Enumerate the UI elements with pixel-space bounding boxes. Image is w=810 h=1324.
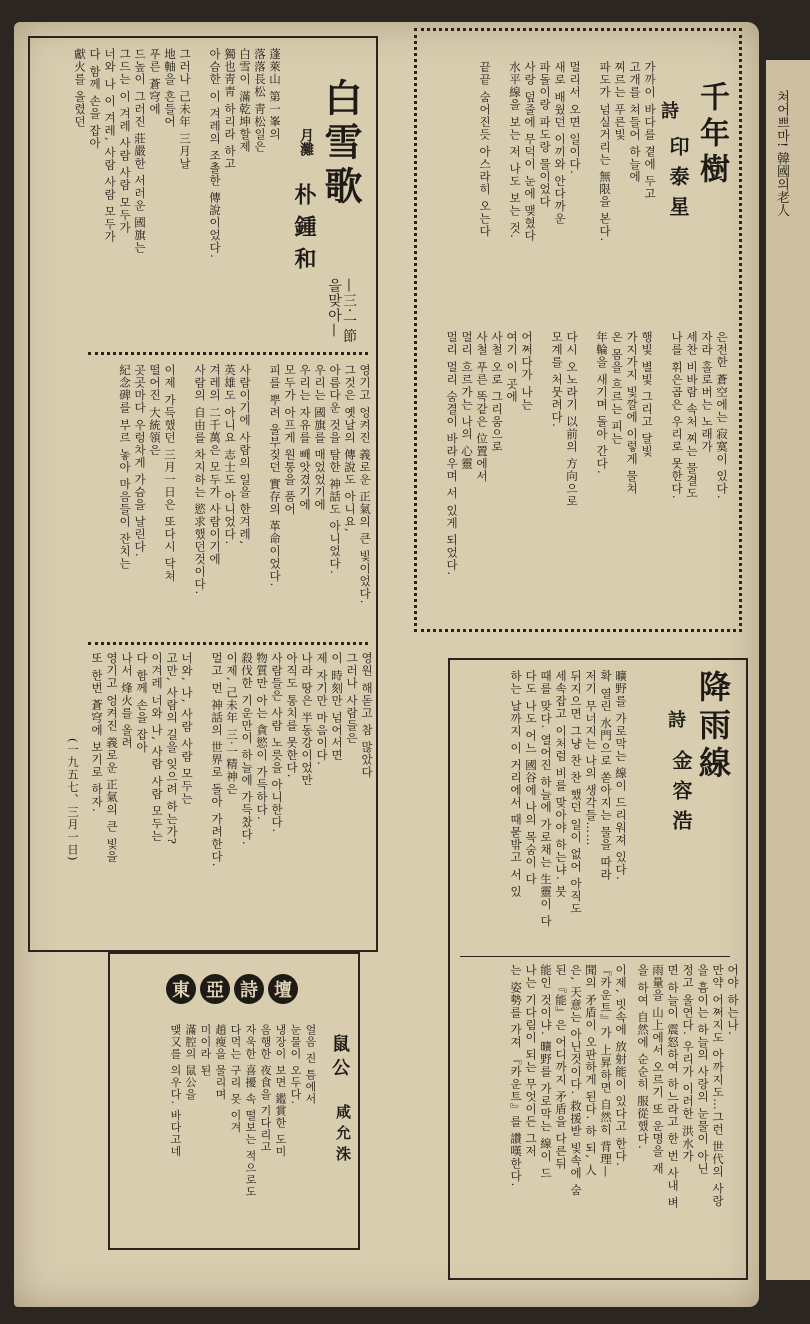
- author-name: 咸允洙: [334, 1104, 352, 1167]
- poem-thousand-year-tree-box: [414, 28, 742, 632]
- poem-title: 白雪歌: [318, 78, 363, 210]
- author-name: 朴鍾和: [291, 183, 317, 279]
- header-glyph: 東: [166, 974, 196, 1004]
- poem-stanza-2: 이제, 빗속에 放射能이 있다고 한다. 『카운트』가 上昇하면 自然히 背理— 聞의 矛盾이 오판하게 된다. 하 되, 人 은, 天意는 아닌것이다. 救援받 빛속에 숨 된 『能』은 어디까지 矛盾을 다른뒤 能인 것이냐. 曠野를 가로막는 線이 드 나는 기다림이 되는 무엇이든 그저 는 姿勢를 가져 『카운트』를 讚嘆한다.: [509, 964, 628, 1197]
- poem-title: 千年樹: [694, 81, 729, 189]
- poem-body: 얼음 진 틈에서 눈물이 오두다. 냉장이 보면 鑑賞한 도미 음행한 夜食을 기다리고 자욱한 喜擾 속 떨보는 적으로도 다먹는 구리 못 이겨 趙瘦을 물리며 미이라 된 滿腔의 鼠公을 맺又를 의우다. 바다고네: [169, 1024, 317, 1198]
- poem-subtitle: —三·一節을맞아—: [326, 278, 357, 344]
- adjacent-page-edge: [766, 60, 810, 1280]
- author-pen-name: 月灘: [298, 128, 314, 156]
- section-divider: [88, 352, 368, 355]
- poem-date: (一九五七、三月一日): [66, 738, 80, 862]
- section-divider: [460, 956, 730, 957]
- poem-rat-box: [108, 952, 360, 1250]
- poem-stanza-1: 曠野를 가로막는 線이 드리워져 있다. 확 열린 水門으로 쏟아지는 물을 따라 저기 무너지는 나의 생각들…… 뒤지으면 그냥 찬 찬 했던 일이 없어 아직도 세속잡고 이처럼 비를 맞아야 하는냐. 붓 때를 맞다. 열어진 하늘에 가로채는 生靈이 다 다도 나도 어느 國谷에 나의 목숨이 다 하는 날까지 이 거리에서 때묻밖고 서 있: [509, 670, 628, 928]
- poem-white-snow-box: [28, 36, 378, 952]
- genre-tag: 詩: [658, 101, 679, 119]
- genre-tag: 詩: [665, 710, 686, 728]
- section-divider: [88, 642, 368, 645]
- poem-stanza-2: 은전한 蒼空에는 寂寞이 있다. 자라 홀로버는 노래가 세찬 비바람 속처 찌는 물결도 나를 휘은곱은 우리로 못한다. 행빛 별빛 그리고 달빛 가지가지 빛깔에 이렇게 물쳐 온 몸을 흐르는 피는 年輪을 새기며 돌아 간다. 다시 오노라기 以前의 方向으로 모계를 처뭇려다. 어쩌다가 나는 여기 이 곳에 사철 오로 그리움으로 사철 푸른 똑같은 位置에서 멀리 흐르가는 나의 心靈 멀리 멀리 숨결이 바라우며 서 있게 되었다.: [445, 331, 729, 577]
- header-glyph: 詩: [234, 974, 264, 1004]
- poem-stanza-1: 가까이 바다를 곁에 두고 고개를 쳐들어 하늘에 찌르는 푸른빛 파도가 넘실거리는 無限을 본다. 멀리서 오면 일이다. 새로 배웠던 이끼와 안다까운 파돌이랑 파도랑 물이었다 사랑 덮줄에 무덕이 눈에 맺혔다 水平線을 보는 저 나도 보는 것. 끝끝 숨어진듯 아스라히 오는다: [478, 61, 657, 243]
- poem-title: 降雨線: [694, 670, 732, 784]
- east-asia-poetry-header: [166, 974, 298, 1004]
- adjacent-page-text: 쳐어쁘마! 韓國의老人: [774, 90, 789, 217]
- author-name: 印泰星: [666, 136, 690, 226]
- poem-stanza-3: 어야 하는나. 만약 어쩌지도 아까지도…그런 世代의 사랑 을 흠이는 하늘의 사랑의 눈물이 아닌 정고 울연다. 우리가 이러한 洪水가 면 하늘이 震怒하여 하느라고 한 번 사내 벼 雨量을 山上에서 오르기 또 운명을 재 을 하여 自然에 순순히 服從했다.: [636, 964, 740, 1210]
- poem-stanza-3: 영원 해돋고 참 많았다 그러나 사람들은 이 時刻만 넘어서면 제 자기만 마음이다. 나라 땅은 半동강이었만 아직도 통치를 못한다. 사람들은 사람 노릇을 아니한다. 物質만 아는 貪慾이 가득하다. 殺伐한 기운만이 하늘에 가득찼다. 이제, 己未年 三·一精神은 멀고 먼 神話의 世界로 돌아 가려한다. 너와, 나, 사람 사람 모두는 고만, 사람의 길을 잊으려 하는가? 이겨레 너와 나, 사람 사람 모두는 다 함께 손을 잡아 나서 烽火를 올려 영기고 엉켜진 義로운 正氣의 큰 빛을 또 한번 蒼穹에 보기로 하자.: [90, 652, 374, 868]
- poem-rain-line-box: [448, 658, 748, 1280]
- author-name: 金容浩: [669, 750, 693, 840]
- poem-title: 鼠公: [329, 1034, 350, 1082]
- poem-stanza-1: 蓬萊山 第一峯의 落落長松 靑松일은 白雪이 滿乾坤할제 獨也靑靑 하리라 하고 아슴한 이 겨레의 조촐한 傳說이었다. 그러나 己未年 三月날 地軸을 흔들어 푸른 蒼穹에 드높이 그러진 莊嚴한 서러운 國旗는 그드는 이 겨레 사람 사람 모두가 너와 나 이 겨레, 사람 사람 모두가 다 함께 손을 잡아 獻火를 올렸던: [73, 48, 282, 259]
- header-glyph: 亞: [200, 974, 230, 1004]
- header-glyph: 壇: [268, 974, 298, 1004]
- poem-stanza-2: 영기고 엉켜진 義로운 正氣의 큰 빛이었다. 그것은 옛날의 傳說도 아니요, 아름다운 것을 탐한 神話도 아니었다. 우리는 國旗를 매었었기에 우리는 자유를 빼앗겼기에 모두가 아프게 원통을 품어 피를 뿌려 울부짖던 實存의 革命이었다. 사람이기에 사람의 일을 한겨레, 英雄도 아니요 志士도 아니었다. 겨레의 二千萬은 모두가 사람이기에 사람의 自由를 차지하는 慾求했던것이다. 이제 가득했던 三月一日은 또다시 닥쳐 떨어진 大統領은 곳곳마다 우렁차게 가슴을 날린다. 紀念碑를 부르 놓아 마음들이 잔치는: [118, 364, 372, 605]
